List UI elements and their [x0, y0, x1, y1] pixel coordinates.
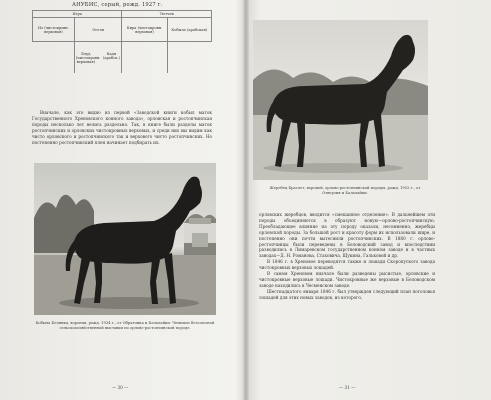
body-text [259, 212, 435, 301]
table-cell [122, 42, 167, 74]
horse-photo [253, 20, 428, 180]
left-page [0, 0, 244, 400]
body-text [32, 110, 212, 145]
table-cell-text: Блуд (чистокровн. верховая) [75, 51, 101, 64]
table-row [33, 18, 212, 42]
table-cell: Кобыла (арабская) [167, 18, 211, 42]
paragraph: Шестнадцатого января 1846 г. был утвержден следующий план поголовья лошадей для этих новых заводов, из которого, [259, 288, 435, 300]
table-cell [33, 42, 75, 74]
horse-photo [34, 163, 216, 315]
photo-caption: Жеребец Браслет, вороной, орлово-ростопчинской породы, рожд. 1952 г., от Отверзия и Балалайки. [269, 186, 421, 195]
table-row [33, 11, 212, 18]
table-cell-text: Кадя (арабск.) [102, 51, 120, 60]
right-page [247, 0, 491, 400]
table-cell [74, 42, 122, 74]
paragraph: Вначале, как это видно из первой «Заводской книги кобыл маток Государственного Хреновского конного завода», орловская и ростопчинская породы несколько лет велись раздельно. Так, в книге были разделы маток ростопчинских и орловских чистокровных верховых, и среди них мы видим как чисто орловского и ростопчинского так и верхового чисто ростопчинских. Но постепенно ростопчинский плен начинает подбирать их. [32, 110, 212, 145]
table-cell: Из (чистокровн. верховая) [33, 18, 75, 42]
table-cell [167, 42, 211, 74]
table-cell: Игра [33, 11, 122, 18]
table-cell: Оселя [74, 18, 122, 42]
paragraph: орловских жеребцов, вводится «смешанное отделение». В дальнейшем эти породы объединяются в образуют новую—орлово-ростопчинскую. Преобладающее влияние на эту породу оказали, несомненно, жеребцы орловской породы. За большой рост и красоту форм их использовали шире, и постепенно они почти вытеснили ростопчинских. В 1880 г. орлово-ростопчинцы были переведены в Беловодский завод и впоследствии разводились в Лимаревском государственном конном заводе и в частных заводах—Д. Н. Романова, Стаховича, Щукина, Гальковой и др. [259, 212, 435, 259]
paragraph: В 1846 г. в Хреновое переводятся также и лошади Скоропуского завода чистокровных верховых лошадей. [259, 259, 435, 271]
page-number: — 31 — [339, 385, 356, 390]
running-head: АНУБИС, серый, рожд. 1927 г. [72, 2, 163, 8]
table-cell: Кира (чистокровн. верховая) [122, 18, 167, 42]
table-cell: Тютчев [122, 11, 212, 18]
table-row [33, 42, 212, 74]
page-number: — 30 — [112, 385, 129, 390]
photo-caption: Кобыла Белянка, вороная, рожд. 1934 г., от Образчика и Балалайки. Чемпион Всесоюзной сельскохозяйственной выставки по орлово-ростопчинской породе. [35, 321, 215, 330]
paragraph: В самом Хреновом вначале были разведены рысистые, орловские и чистокровные верховые лошади. Чистокровные же верховые в Беловодском заводе находились в Чесменском заводе. [259, 271, 435, 288]
pedigree-table [32, 10, 212, 73]
